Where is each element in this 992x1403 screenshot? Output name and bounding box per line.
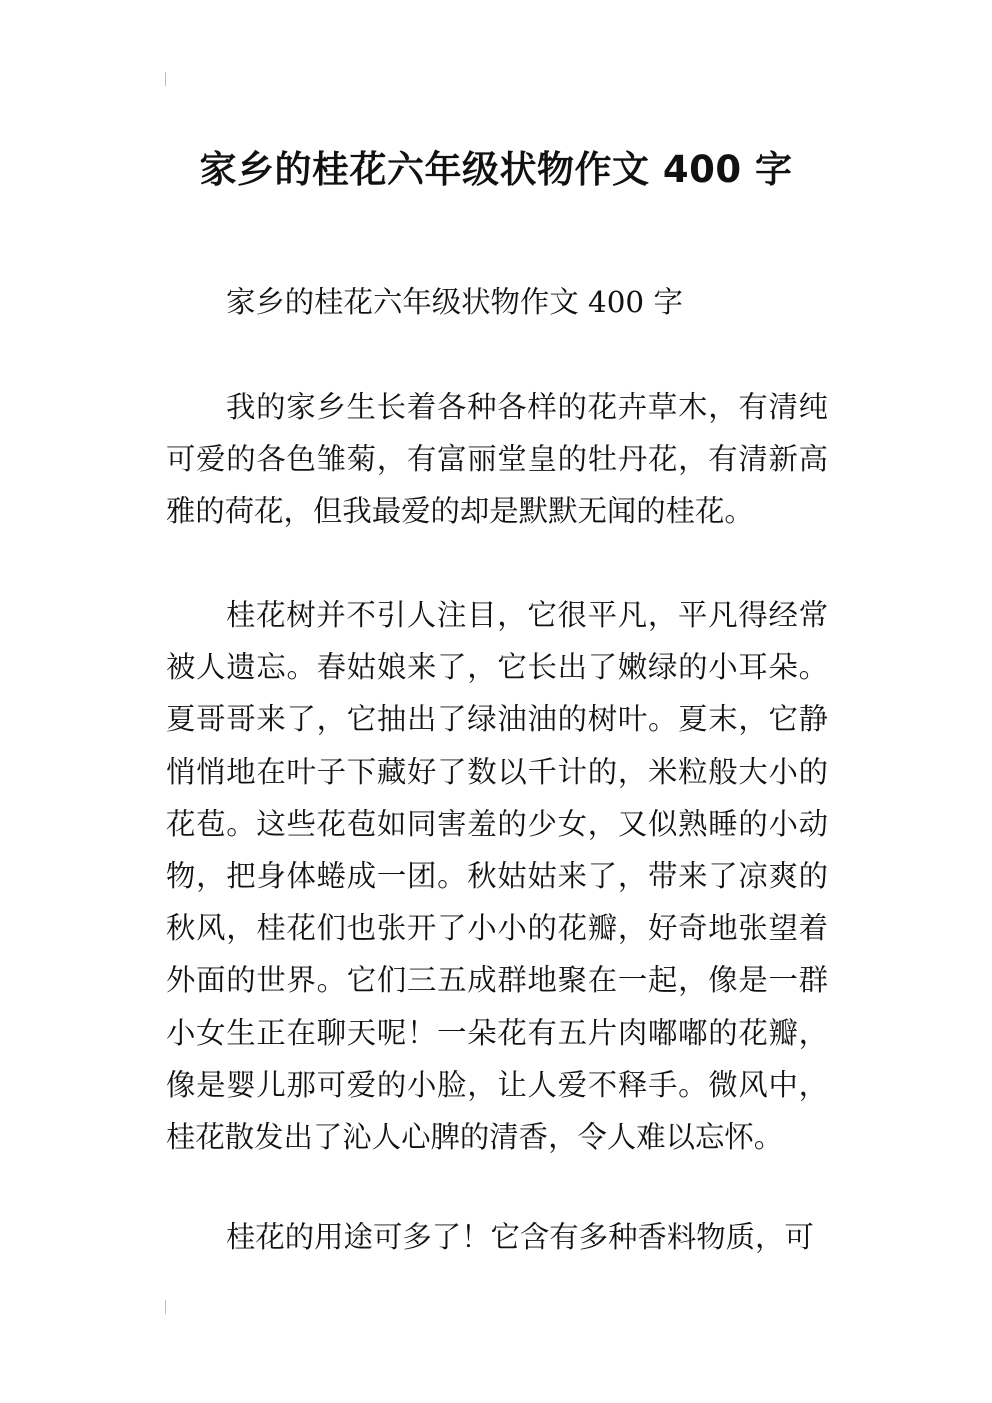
page-corner-mark-bottom [165,1300,166,1314]
paragraph-1: 我的家乡生长着各种各样的花卉草木，有清纯可爱的各色雏菊，有富丽堂皇的牡丹花，有清新高雅的荷花，但我最爱的却是默默无闻的桂花。 [166,390,828,529]
paragraph-3: 桂花的用途可多了！它含有多种香料物质，可 [226,1220,814,1254]
paragraph-2: 桂花树并不引人注目，它很平凡，平凡得经常被人遗忘。春姑娘来了，它长出了嫩绿的小耳朵。夏哥哥来了，它抽出了绿油油的树叶。夏末，它静悄悄地在叶子下藏好了数以千计的，米粒般大小的花苞。这些花苞如同害羞的少女，又似熟睡的小动物，把身体蜷成一团。秋姑姑来了，带来了凉爽的秋风，桂花们也张开了小小的花瓣，好奇地张望着外面的世界。它们三五成群地聚在一起，像是一群小女生正在聊天呢！一朵花有五片肉嘟嘟的花瓣，像是婴儿那可爱的小脸，让人爱不释手。微风中，桂花散发出了沁人心脾的清香，令人难以忘怀。 [166,598,828,1155]
document-title: 家乡的桂花六年级状物作文 400 字 [199,147,793,191]
page-corner-mark-top [165,72,166,86]
document-subtitle: 家乡的桂花六年级状物作文 400 字 [226,285,683,319]
